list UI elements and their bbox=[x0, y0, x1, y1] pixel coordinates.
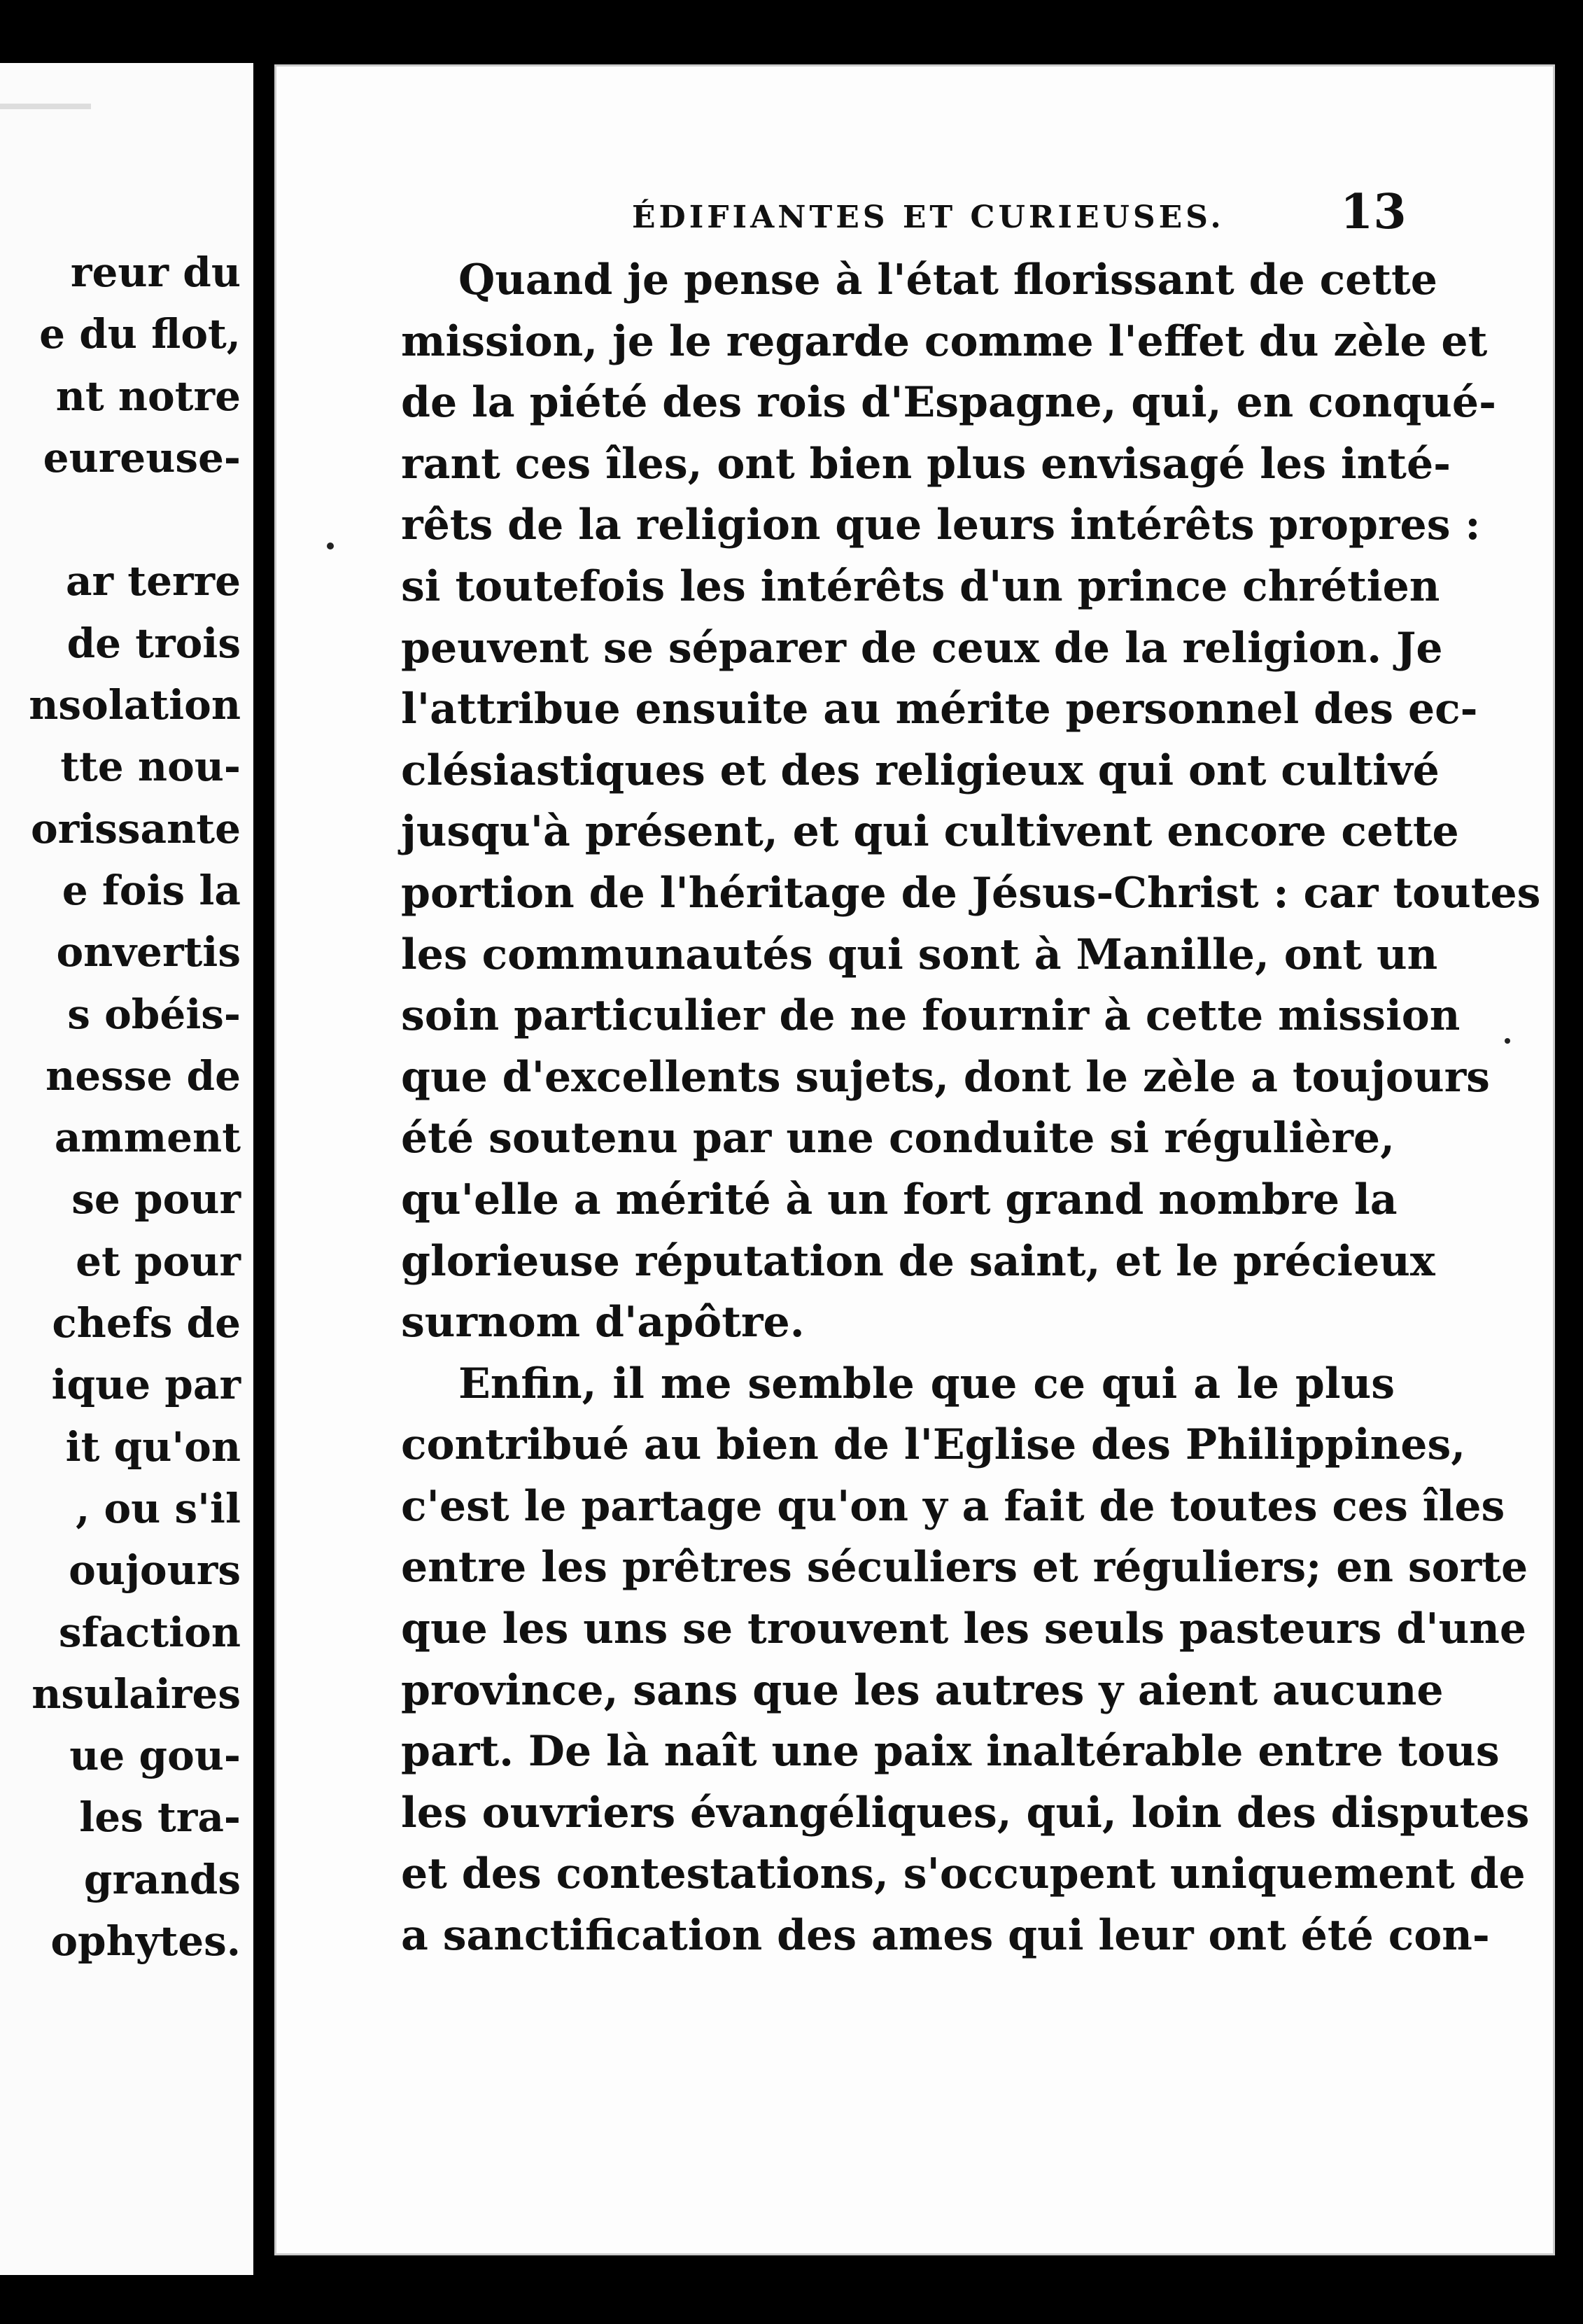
text-line: part. De là naît une paix inaltérable entre tous bbox=[401, 1727, 1500, 1777]
ink-speck bbox=[327, 542, 334, 550]
text-line: rant ces îles, ont bien plus envisagé les inté- bbox=[401, 439, 1451, 489]
page-edge-border bbox=[1555, 0, 1583, 2324]
paragraph-2 bbox=[401, 1354, 1530, 1967]
previous-page-line: e fois la bbox=[62, 866, 241, 914]
text-line: entre les prêtres séculiers et réguliers; en sorte bbox=[401, 1543, 1528, 1592]
text-line: peuvent se séparer de ceux de la religion. Je bbox=[401, 623, 1443, 673]
previous-page-line: eureuse- bbox=[43, 433, 241, 482]
text-line: province, sans que les autres y aient aucune bbox=[401, 1665, 1444, 1715]
previous-page-line: ar terre bbox=[65, 557, 241, 606]
text-line: clésiastiques et des religieux qui ont cultivé bbox=[401, 746, 1440, 795]
text-line: les communautés qui sont à Manille, ont un bbox=[401, 930, 1438, 979]
text-line: glorieuse réputation de saint, et le précieux bbox=[401, 1236, 1435, 1286]
previous-page-line: e du flot, bbox=[39, 310, 241, 358]
previous-page-line: nt notre bbox=[55, 372, 241, 420]
previous-page-line: reur du bbox=[70, 248, 241, 296]
text-line: les ouvriers évangéliques, qui, loin des disputes bbox=[401, 1788, 1530, 1837]
previous-page-line: tte nou- bbox=[60, 743, 241, 791]
text-line: a sanctification des ames qui leur ont été con- bbox=[401, 1911, 1490, 1961]
ink-speck bbox=[1505, 1038, 1510, 1044]
text-line: Quand je pense à l'état florissant de cette bbox=[458, 255, 1437, 304]
previous-page-fragment bbox=[0, 63, 253, 2275]
text-line: portion de l'héritage de Jésus-Christ : car toutes bbox=[401, 868, 1541, 918]
previous-page-line: ophytes. bbox=[50, 1917, 241, 1966]
previous-page-line: amment bbox=[54, 1114, 241, 1162]
previous-page-line: grands bbox=[83, 1855, 241, 1903]
previous-page-line: ue gou- bbox=[69, 1732, 241, 1780]
text-line: été soutenu par une conduite si régulière, bbox=[401, 1114, 1395, 1163]
previous-page-line: it qu'on bbox=[65, 1422, 241, 1471]
previous-page-rule bbox=[0, 104, 91, 109]
previous-page-line: nsulaires bbox=[31, 1670, 241, 1718]
text-line: que d'excellents sujets, dont le zèle a toujours bbox=[401, 1052, 1490, 1102]
previous-page-line bbox=[29, 489, 241, 550]
text-line: soin particulier de ne fournir à cette mission bbox=[401, 991, 1461, 1041]
text-line: contribué au bien de l'Eglise des Philippines, bbox=[401, 1420, 1466, 1470]
previous-page-line: de trois bbox=[66, 619, 241, 667]
previous-page-line: s obéis- bbox=[67, 990, 241, 1038]
book-page bbox=[274, 64, 1555, 2255]
body-text bbox=[401, 250, 1541, 1967]
previous-page-line: orissante bbox=[30, 804, 241, 853]
text-line: qu'elle a mérité à un fort grand nombre la bbox=[401, 1175, 1398, 1224]
text-line: et des contestations, s'occupent uniquement de bbox=[401, 1849, 1526, 1899]
text-line: que les uns se trouvent les seuls pasteurs d'une bbox=[401, 1604, 1527, 1654]
previous-page-line: ique par bbox=[51, 1361, 241, 1409]
text-line: jusqu'à présent, et qui cultivent encore cette bbox=[401, 807, 1459, 857]
previous-page-line: et pour bbox=[76, 1237, 241, 1285]
previous-page-line: nsolation bbox=[29, 681, 241, 729]
previous-page-line: , ou s'il bbox=[76, 1484, 241, 1532]
text-line: de la piété des rois d'Espagne, qui, en conqué- bbox=[401, 378, 1497, 428]
paragraph-1 bbox=[401, 250, 1541, 1354]
book-gutter bbox=[253, 0, 273, 2324]
running-head bbox=[276, 184, 1557, 250]
previous-page-line: se pour bbox=[71, 1175, 241, 1224]
previous-page-line: les tra- bbox=[79, 1793, 241, 1842]
previous-page-line: onvertis bbox=[56, 928, 241, 976]
previous-page-line: nesse de bbox=[45, 1051, 241, 1100]
text-line: Enfin, il me semble que ce qui a le plus bbox=[458, 1359, 1395, 1408]
previous-page-text bbox=[29, 241, 241, 1972]
text-line: c'est le partage qu'on y a fait de toutes ces îles bbox=[401, 1481, 1505, 1531]
text-line: mission, je le regarde comme l'effet du zèle et bbox=[401, 316, 1488, 366]
text-line: surnom d'apôtre. bbox=[401, 1298, 805, 1348]
previous-page-line: oujours bbox=[69, 1546, 241, 1595]
previous-page-line: sfaction bbox=[58, 1608, 241, 1656]
previous-page-line: chefs de bbox=[52, 1299, 241, 1348]
text-line: si toutefois les intérêts d'un prince chrétien bbox=[401, 561, 1440, 611]
running-head-title: ÉDIFIANTES ET CURIEUSES. bbox=[632, 200, 1225, 235]
page-number: 13 bbox=[1340, 184, 1407, 240]
text-line: l'attribue ensuite au mérite personnel des ec- bbox=[401, 685, 1478, 734]
text-line: rêts de la religion que leurs intérêts propres : bbox=[401, 500, 1481, 550]
